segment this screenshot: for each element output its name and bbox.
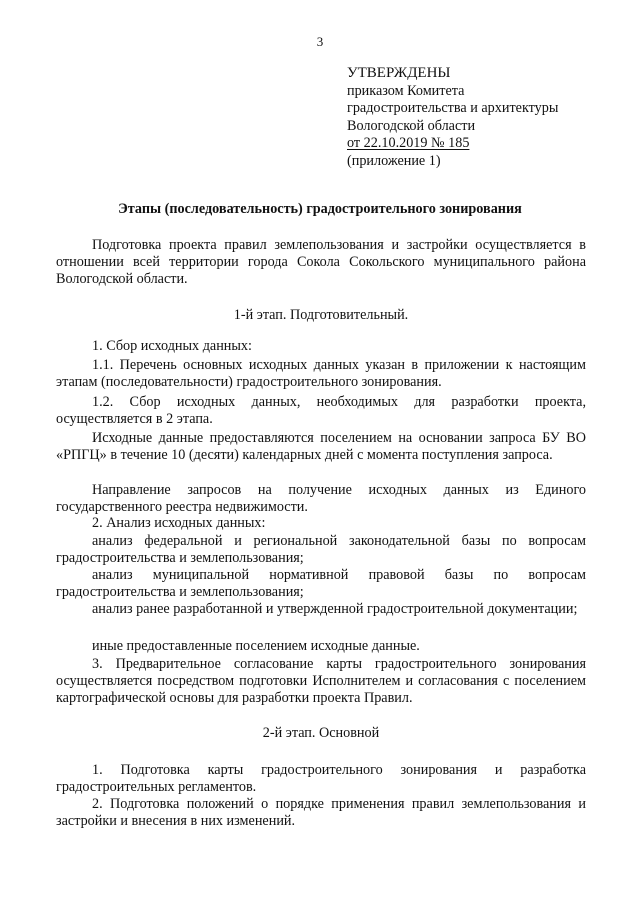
approval-order-date: от 22.10.2019 № 185 bbox=[347, 135, 470, 151]
stage1-paragraph: 3. Предварительное согласование карты градостроительного зонирования осуществляется посредством подготовки Исполнителем и согласования с поселением картографической основы для разработки проекта Правил. bbox=[56, 656, 586, 706]
approval-line: приказом Комитета bbox=[347, 82, 465, 99]
intro-paragraph: Подготовка проекта правил землепользования и застройки осуществляется в отношении всей территории города Сокола Сокольского муниципального района Вологодской области. bbox=[56, 237, 586, 287]
stage1-paragraph: Исходные данные предоставляются поселением на основании запроса БУ ВО «РПГЦ» в течение 10 (десяти) календарных дней с момента поступления запроса. bbox=[56, 430, 586, 463]
stage1-paragraph: анализ федеральной и региональной законодательной базы по вопросам градостроительства и землепользования; bbox=[56, 533, 586, 566]
stage2-paragraph: 1. Подготовка карты градостроительного зонирования и разработка градостроительных регламентов. bbox=[56, 762, 586, 795]
stage1-paragraph: анализ ранее разработанной и утвержденной градостроительной документации; bbox=[92, 601, 578, 617]
stage1-paragraph: Направление запросов на получение исходных данных из Единого государственного реестра недвижимости. bbox=[56, 482, 586, 515]
page-number: 3 bbox=[316, 34, 324, 49]
stage2-heading: 2-й этап. Основной bbox=[262, 725, 380, 741]
document-title: Этапы (последовательность) градостроительного зонирования bbox=[118, 201, 522, 217]
approval-appendix: (приложение 1) bbox=[347, 152, 441, 169]
approval-heading: УТВЕРЖДЕНЫ bbox=[347, 65, 451, 81]
stage1-heading: 1-й этап. Подготовительный. bbox=[233, 307, 409, 323]
approval-line: Вологодской области bbox=[347, 117, 476, 134]
stage2-paragraph: 2. Подготовка положений о порядке применения правил землепользования и застройки и внесения в них изменений. bbox=[56, 796, 586, 829]
stage1-paragraph: 1.1. Перечень основных исходных данных указан в приложении к настоящим этапам (последовательности) градостроительного зонирования. bbox=[56, 357, 586, 390]
approval-line: градостроительства и архитектуры bbox=[347, 100, 559, 116]
stage1-paragraph: иные предоставленные поселением исходные данные. bbox=[92, 638, 420, 654]
stage1-paragraph: 1. Сбор исходных данных: bbox=[92, 338, 252, 354]
approval-stamp bbox=[347, 65, 558, 170]
stage1-paragraph: 2. Анализ исходных данных: bbox=[92, 515, 266, 531]
stage1-paragraph: 1.2. Сбор исходных данных, необходимых для разработки проекта, осуществляется в 2 этапа. bbox=[56, 394, 586, 427]
stage1-paragraph: анализ муниципальной нормативной правовой базы по вопросам градостроительства и землепользования; bbox=[56, 567, 586, 600]
